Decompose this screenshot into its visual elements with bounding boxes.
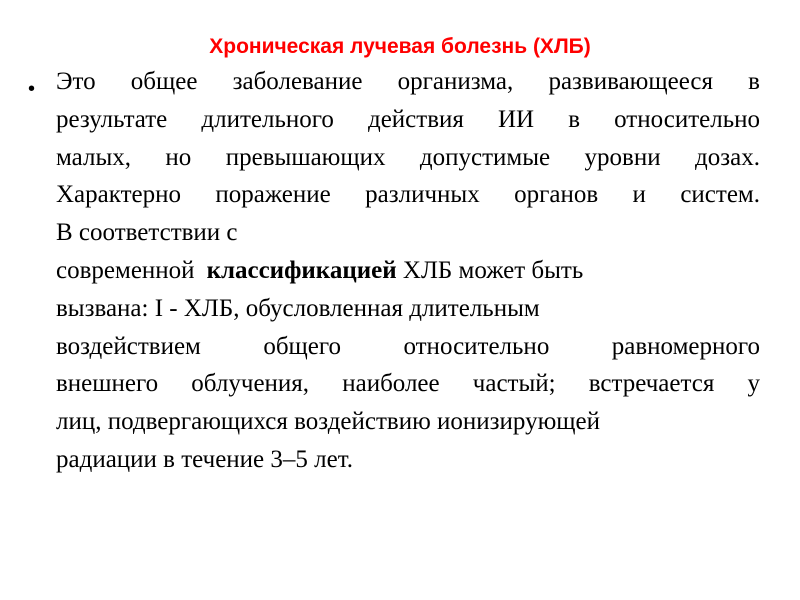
bullet-dot-icon: • <box>28 78 36 100</box>
text-line: Характерно поражение различных органов и систем. <box>56 181 760 209</box>
text-line: вызвана: I - ХЛБ, обусловленная длительным <box>56 294 540 322</box>
text-line: воздействием общего относительно равномерного <box>56 332 760 360</box>
text-line: малых, но превышающих допустимые уровни дозах. <box>56 143 760 171</box>
text-line: радиации в течение 3–5 лет. <box>56 445 354 473</box>
text-line: результате длительного действия ИИ в относительно <box>56 105 760 133</box>
emphasis-text: классификацией <box>206 256 397 284</box>
text-line-with-emphasis <box>56 252 760 290</box>
text-line: внешнего облучения, наиболее частый; встречается у <box>56 370 760 398</box>
slide-title: Хроническая лучевая болезнь (ХЛБ) <box>209 35 591 58</box>
text-fragment: ХЛБ может быть <box>402 256 584 284</box>
bullet-text <box>56 63 760 479</box>
text-fragment: современной <box>56 256 195 284</box>
text-line: Это общее заболевание организма, развивающееся в <box>56 68 760 95</box>
text-line: лиц, подвергающихся воздействию ионизирующей <box>56 408 600 436</box>
text-line: В соответствии с <box>56 219 238 247</box>
